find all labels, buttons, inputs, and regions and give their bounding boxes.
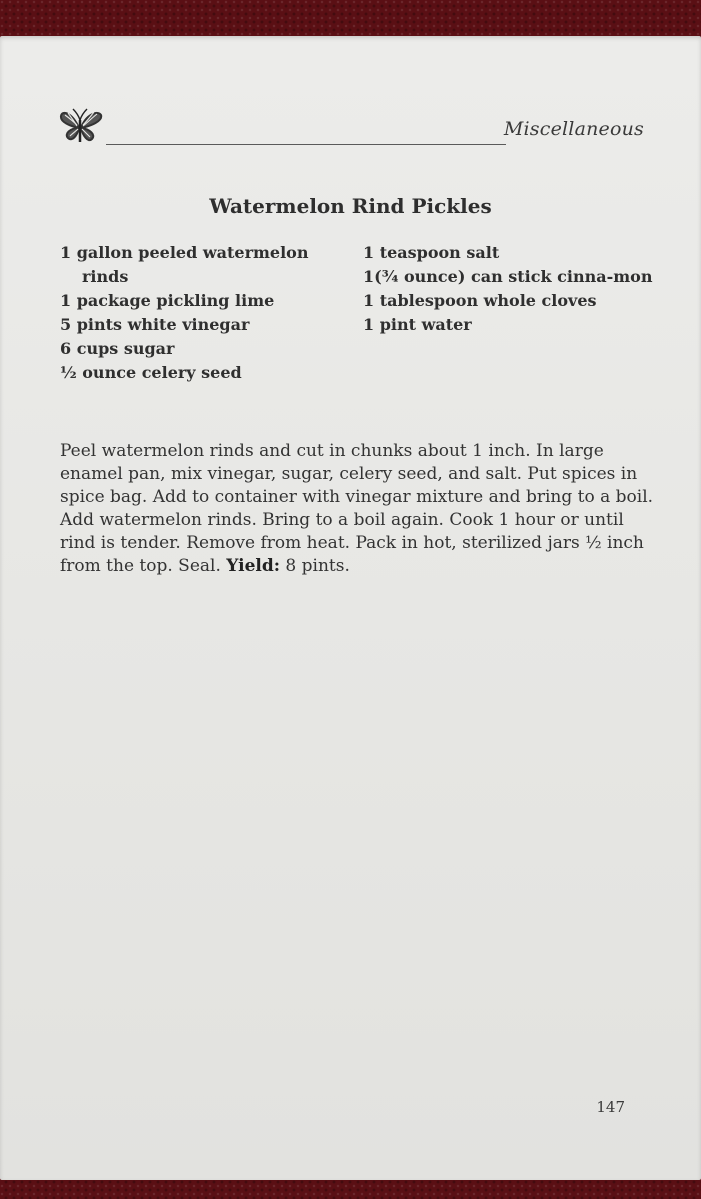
yield-value: 8 pints.	[285, 556, 350, 576]
ingredients-right-column	[363, 241, 653, 337]
ingredient-item: ½ ounce celery seed	[60, 363, 242, 382]
book-page	[0, 36, 701, 1180]
header-rule	[106, 144, 506, 145]
butterfly-icon	[58, 106, 104, 146]
ingredient-item: 6 cups sugar	[60, 339, 175, 358]
ingredient-item: 1 pint water	[363, 315, 472, 334]
ingredients-left-column	[60, 241, 350, 385]
section-name: Miscellaneous	[503, 118, 644, 140]
yield-label: Yield:	[226, 556, 281, 576]
directions-text: Peel watermelon rinds and cut in chunks about 1 inch. In large enamel pan, mix vinegar, sugar, celery seed, and salt. Put spices in spice bag. Add to container with vinegar mixture and bring to a boil. Add watermelon rinds. Bring to a boil again. Cook 1 hour or until rind is tender. Remove from heat. Pack in hot, sterilized jars ½ inch from the top. Seal.	[60, 441, 654, 576]
ingredient-item: 1 gallon peeled watermelon rinds	[60, 243, 309, 286]
ingredient-item: 5 pints white vinegar	[60, 315, 250, 334]
page-header	[58, 106, 644, 146]
recipe-title: Watermelon Rind Pickles	[209, 194, 492, 218]
page-number: 147	[596, 1098, 625, 1116]
recipe-directions	[60, 440, 660, 578]
ingredient-item: 1 tablespoon whole cloves	[363, 291, 597, 310]
ingredient-item: 1(¾ ounce) can stick cinna-mon	[363, 267, 653, 286]
ingredient-item: 1 package pickling lime	[60, 291, 275, 310]
ingredient-item: 1 teaspoon salt	[363, 243, 500, 262]
